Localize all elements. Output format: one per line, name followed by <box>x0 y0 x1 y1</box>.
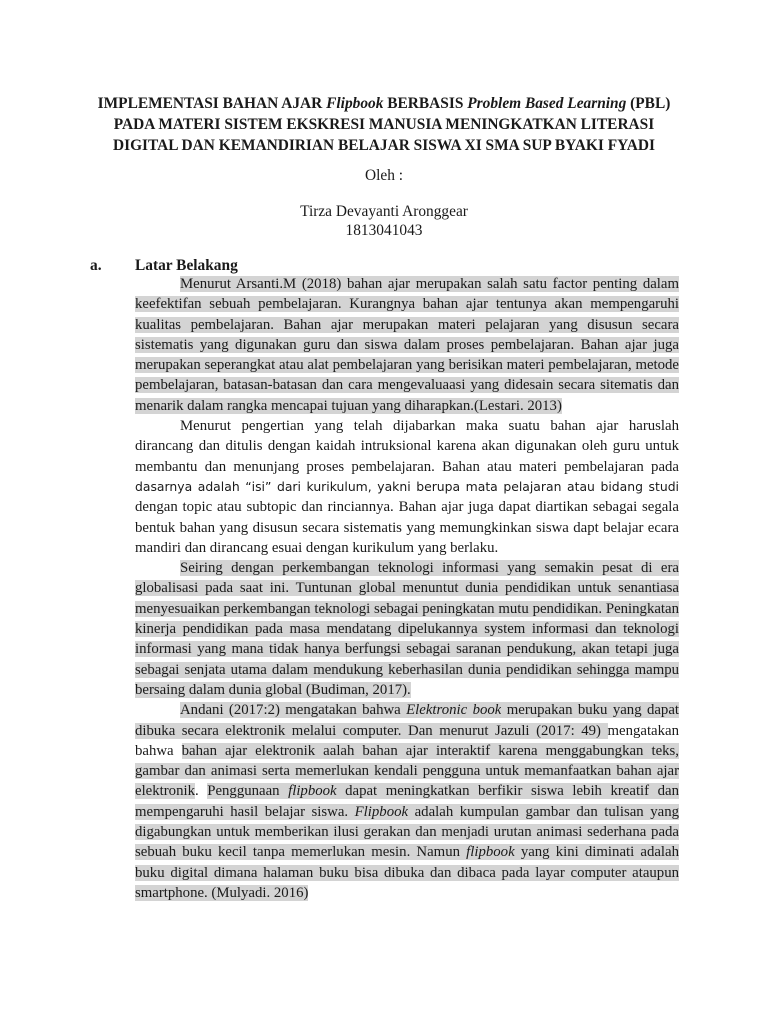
highlighted-italic-text: flipbook <box>288 783 337 800</box>
document-body <box>135 274 679 903</box>
author-name: Tirza Devayanti Aronggear <box>300 203 468 220</box>
paragraph-text: . <box>195 783 208 800</box>
highlighted-italic-text: Flipbook <box>354 803 409 820</box>
paragraph-text: mengatakan bahwa <box>135 722 679 759</box>
highlighted-text: Seiring dengan perkembangan teknologi informasi yang semakin pesat di era globalisasi pada saat ini. Tuntunan global menuntut dunia pendidikan untuk senantiasa menyesuaikan perkembangan teknologi sebagai peningkatan mutu pendidikan. Peningkatan kinerja pendidikan pada masa mendatang dipelukannya system informasi dan teknologi informasi yang mana tidak hanya berfungsi sebagai saranan pendukung, akan tetapi juga sebagai senjata utama dalam mendukung keberhasilan dunia pendidikan sehingga mampu bersaing dalam dunia global (Budiman, 2017). <box>135 560 679 698</box>
paragraph-3 <box>135 558 679 700</box>
paragraph-1 <box>135 274 679 416</box>
student-id: 1813041043 <box>345 222 423 239</box>
highlighted-italic-text: Elektronic book <box>406 702 502 719</box>
oleh-label: Oleh : <box>364 167 404 184</box>
highlighted-italic-text: flipbook <box>466 844 515 861</box>
highlighted-text: bahan ajar elektronik aalah bahan ajar interaktif karena menggabungkan teks, gambar dan animasi serta memerlukan kendali pengguna untuk memanfaatkan bahan ajar elektronik <box>135 742 679 800</box>
paragraph-text-alt-font: dasarnya adalah “isi” dari kurikulum, yakni berupa mata pelajaran atau bidang studi <box>135 478 679 494</box>
title-pbl: Problem Based Learning <box>467 95 627 112</box>
title-flipbook: Flipbook <box>326 95 384 112</box>
highlighted-text: yang kini diminati adalah buku digital dimana halaman buku bisa dibuka dan dibaca pada layar computer ataupun smartphone. (Mulyadi. 2016) <box>135 844 679 901</box>
title-text: (PBL) PADA MATERI SISTEM EKSKRESI MANUSIA MENINGKATKAN LITERASI DIGITAL DAN KEMANDIRIAN BELAJAR SISWA XI SMA SUP BYAKI FYADI <box>112 95 671 154</box>
highlighted-text: Penggunaan <box>207 783 289 800</box>
paragraph-2 <box>135 416 679 558</box>
title-text: IMPLEMENTASI BAHAN AJAR <box>97 95 327 112</box>
highlighted-text: Andani (2017:2) mengatakan bahwa <box>180 702 407 719</box>
paragraph-4 <box>135 700 679 903</box>
paragraph-text: Menurut pengertian yang telah dijabarkan maka suatu bahan ajar haruslah dirancang dan ditulis dengan kaidah intruksional karena akan digunakan oleh guru untuk membantu dan menunjang proses pembelajaran. Bahan atau materi pembelajaran pada <box>135 418 679 475</box>
highlighted-text: merupakan buku yang dapat dibuka secara elektronik melalui computer. Dan menurut Jazuli (2017: 49) <box>135 702 680 739</box>
highlighted-text: dapat meningkatkan berfikir siswa lebih kreatif dan mempengaruhi hasil belajar siswa. <box>135 783 679 820</box>
highlighted-text: adalah kumpulan gambar dan tulisan yang digabungkan untuk memberikan ilusi gerakan dan menjadi urutan animasi sederhana pada sebuah buku kecil tanpa memerlukan mesin. Namun <box>135 803 679 861</box>
title-text: BERBASIS <box>383 95 468 112</box>
section-heading: Latar Belakang <box>135 257 238 274</box>
highlighted-text: Menurut Arsanti.M (2018) bahan ajar merupakan salah satu factor penting dalam keefektifan sebuah pembelajaran. Kurangnya bahan ajar tentunya akan mempengaruhi kualitas pembelajaran. Bahan ajar merupakan materi pelajaran yang disusun secara sistematis yang digunakan guru dan siswa dalam proses pembelajaran. Bahan ajar juga merupakan seperangkat atau alat pembelajaran yang berisikan materi pembelajaran, metode pembelajaran, batasan-batasan dan cara mengevaluaasi yang didesain secara sitematis dan menarik dalam rangka mencapai tujuan yang diharapkan.(Lestari. 2013) <box>135 276 679 414</box>
paragraph-text: dengan topic atau subtopic dan rinciannya. Bahan ajar juga dapat diartikan sebagai segala bentuk bahan yang disusun secara sistematis yang memungkinkan siswa dapt belajar ecara mandiri dan dirancang esuai dengan kurikulum yang berlaku. <box>135 499 679 556</box>
document-title <box>80 93 688 156</box>
section-number: a. <box>90 257 102 274</box>
